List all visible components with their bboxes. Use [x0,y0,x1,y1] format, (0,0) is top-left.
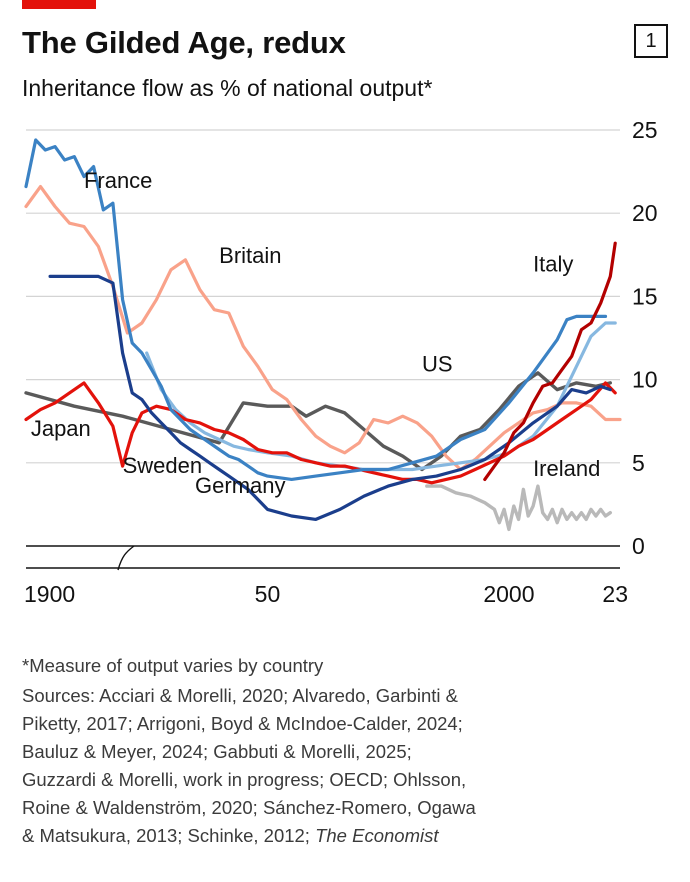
sources-line-3: Bauluz & Meyer, 2024; Gabbuti & Morelli, 2025; [22,741,412,762]
ytick-label-5: 5 [632,449,645,476]
page-subtitle: Inheritance flow as % of national output* [22,75,433,101]
sources-line-4: Guzzardi & Morelli, work in progress; OECD; Ohlsson, [22,769,467,790]
series-label-sweden: Sweden [122,452,203,478]
publication-name: The Economist [315,825,439,846]
chart-number-badge: 1 [634,24,668,58]
series-line-italy [485,243,615,482]
line-chart-svg [22,116,668,616]
ytick-label-15: 15 [632,283,658,310]
economist-red-tab [22,0,96,9]
chart-area [22,116,668,616]
footnote-sources [22,682,582,850]
series-label-ireland: Ireland [533,456,601,482]
series-label-france: France [83,168,153,194]
series-line-sweden [26,383,615,483]
series-label-japan: Japan [30,416,91,442]
ytick-label-0: 0 [632,533,645,559]
footnote-note: *Measure of output varies by country [22,655,324,676]
page-title: The Gilded Age, redux [22,25,346,60]
series-label-us: US [422,351,453,377]
footnotes [22,652,582,850]
sources-line-1: Sources: Acciari & Morelli, 2020; Alvaredo, Garbinti & [22,685,458,706]
xtick-label-1900: 1900 [24,581,76,607]
ytick-label-25: 25 [632,117,658,143]
series-line-ireland [427,486,611,529]
series-label-germany: Germany [195,472,286,498]
sources-line-5: Roine & Waldenström, 2020; Sánchez-Romero, Ogawa [22,797,476,818]
ytick-label-20: 20 [632,200,658,227]
series-line-germany [50,276,610,519]
sources-line-2: Piketty, 2017; Arrigoni, Boyd & McIndoe-Calder, 2024; [22,713,463,734]
japan-leader-line [118,546,134,570]
series-label-britain: Britain [219,243,282,269]
xtick-label-2000: 2000 [483,581,535,607]
sources-line-6: & Matsukura, 2013; Schinke, 2012; [22,825,310,846]
ytick-label-10: 10 [632,366,658,393]
xtick-label-1950: 50 [254,581,281,607]
xtick-label-2023: 23 [602,581,628,607]
series-label-italy: Italy [533,251,574,277]
